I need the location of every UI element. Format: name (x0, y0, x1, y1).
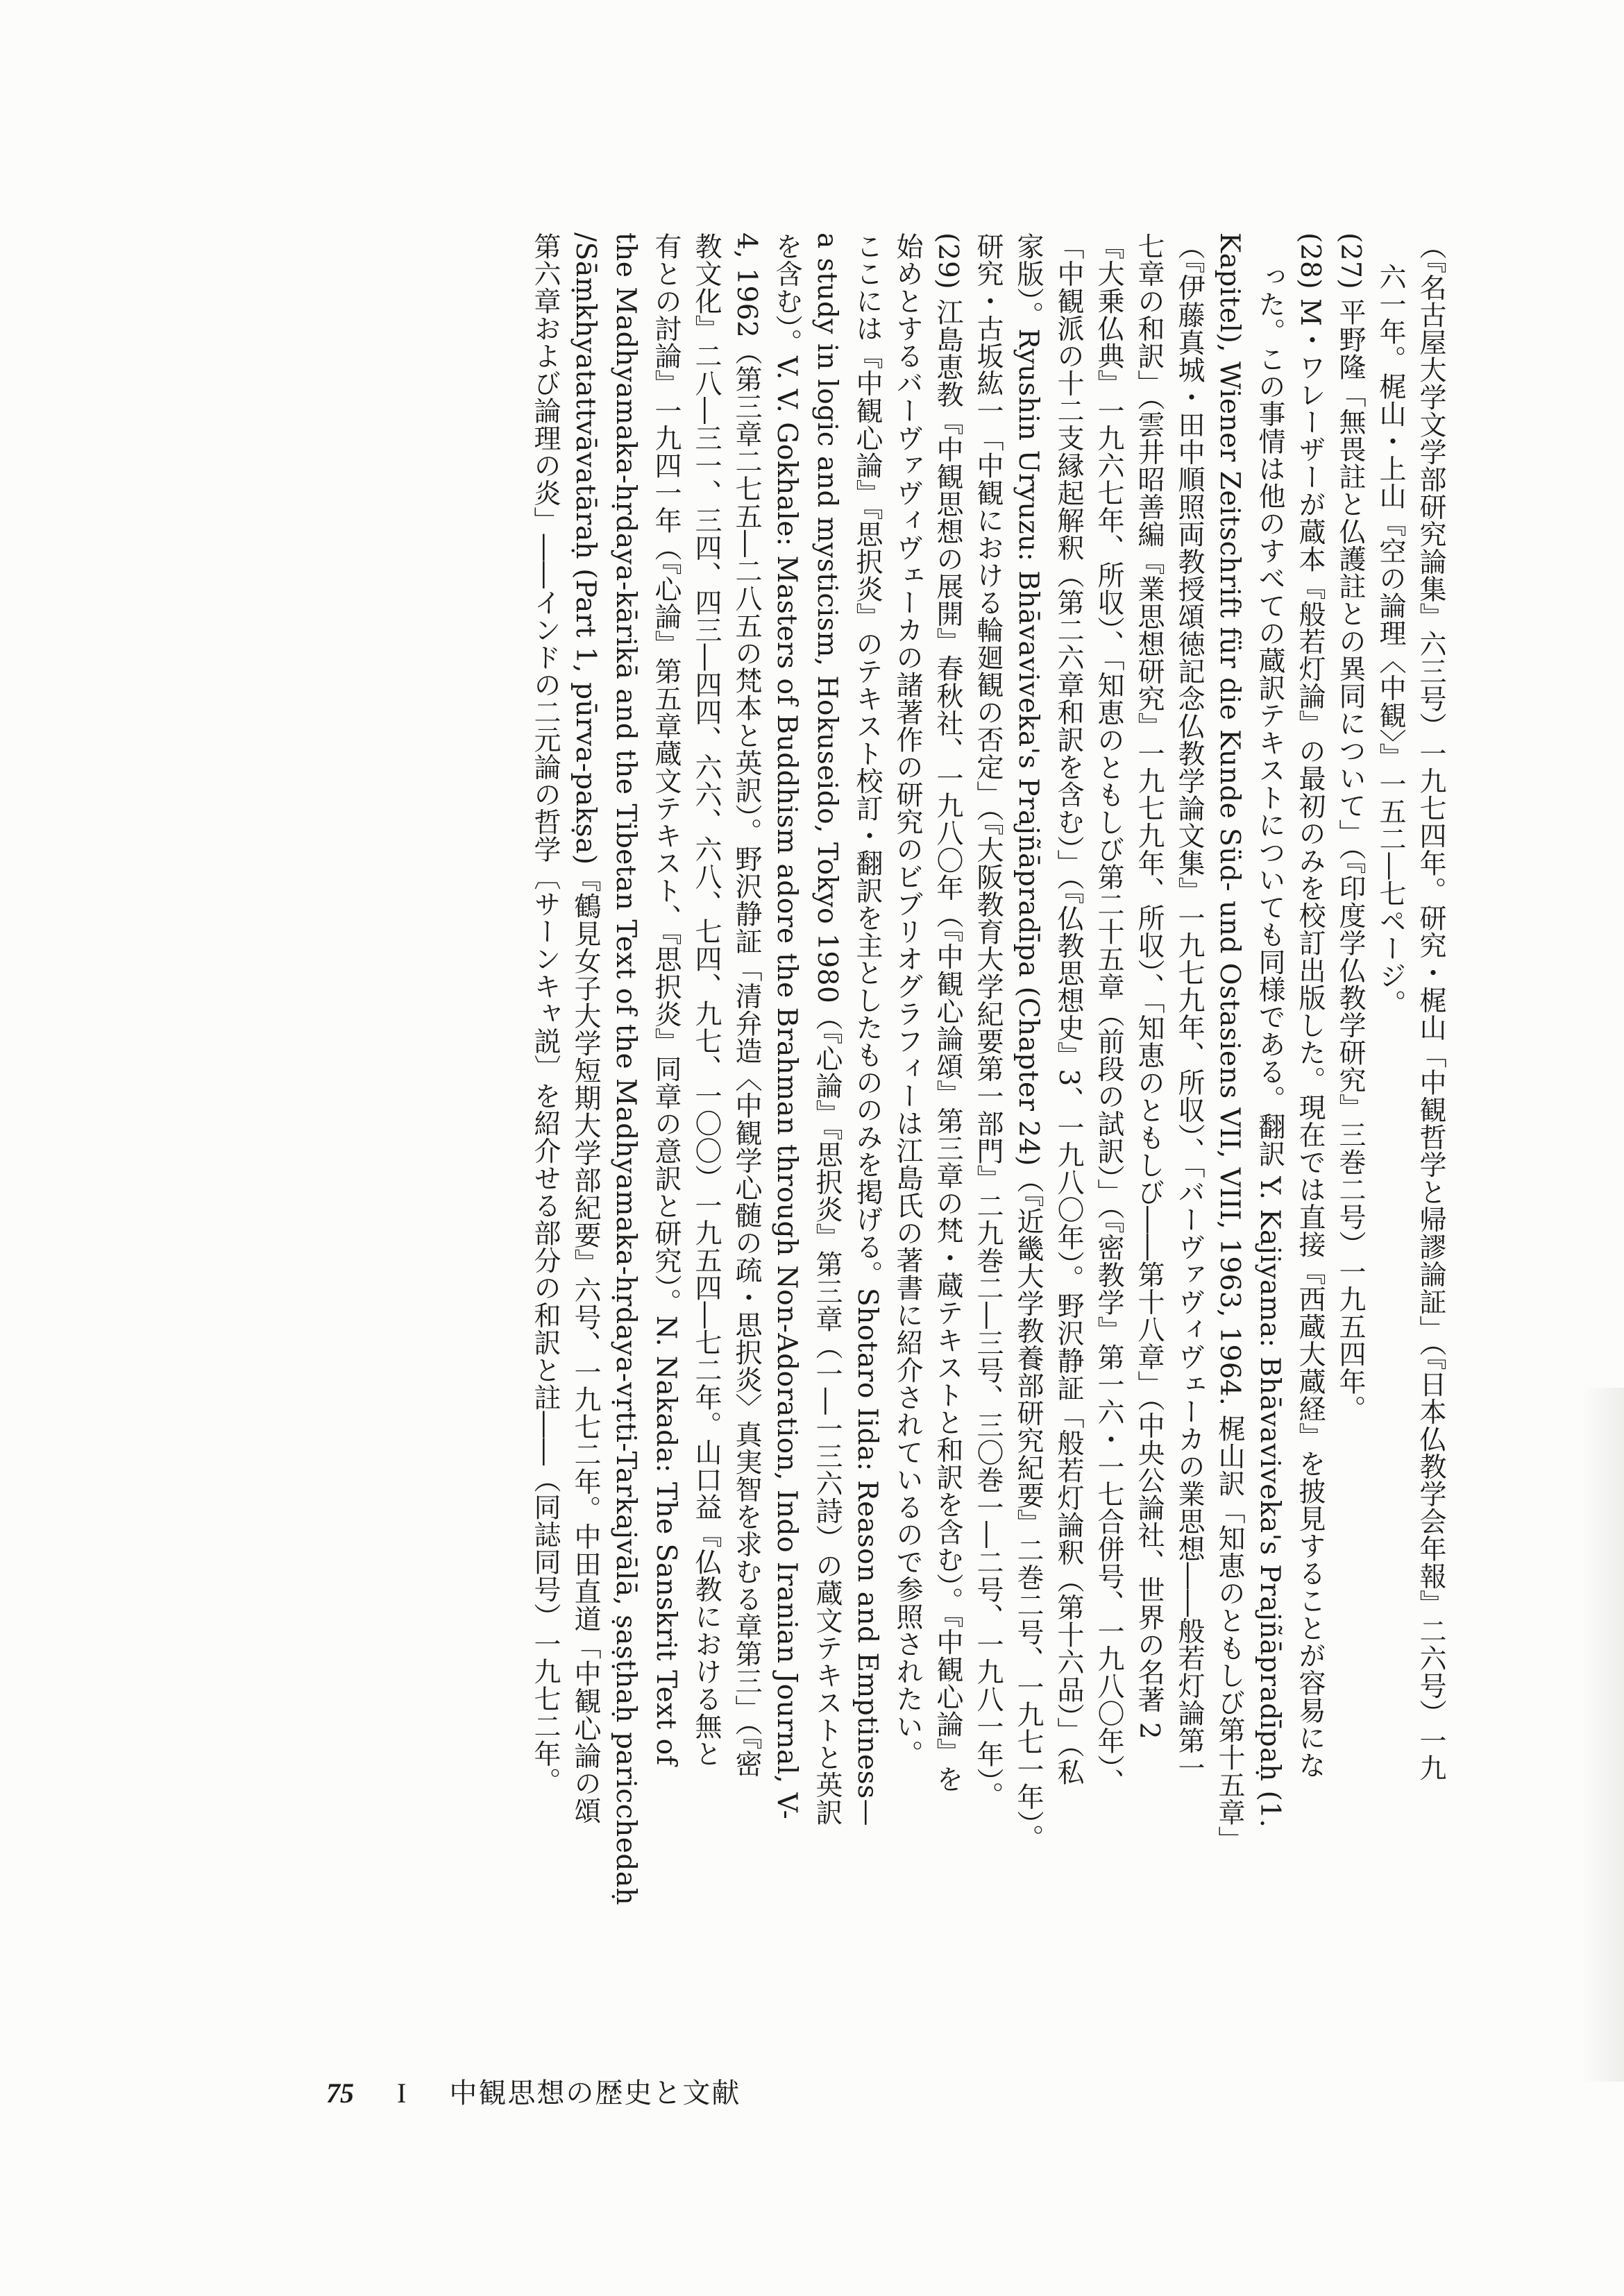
note-column: 研究・古坂紘一「中観における輪廻観の否定」（『大阪教育大学紀要第一部門』二九巻二―三号、三〇巻一―二号、一九八一年）。 (972, 232, 1004, 1809)
note-column: a study in logic and mysticism, Hokuseido, Tokyo 1980（『心論』『思択炎』第三章（一―一三六詩）の蔵文テキストと英訳 (811, 232, 843, 1826)
note-29: (29) 江島恵教『中観思想の展開』春秋社、一九八〇年（『中観心論頌』第三章の梵・蔵テキストと和訳を含む）。『中観心論』を (932, 232, 963, 1793)
note-column: 教文化』二八―三一、三四、四三―四四、六六、六八、七四、九七、一〇〇）一九五四―七二年。山口益『仏教における無と (691, 232, 722, 1767)
note-column: 『大乗仏典』一九六七年、所収）、「知恵のともしび第二十五章（前段の試訳）」（『密教学』第一六・一七合併号、一九八〇年）、 (1093, 232, 1124, 1796)
note-column: ここには『中観心論』『思択炎』のテキスト校訂・翻訳を主としたもののみを掲げる。Shotaro Iida: Reason and Emptiness— (852, 232, 883, 1827)
note-column: った。この事情は他のすべての蔵訳テキストについても同様である。翻訳 Y. Kajiyama: Bhāvaviveka's Prajñāpradīpaḥ (1. (1254, 263, 1285, 1828)
note-column: （『名古屋大学文学部研究論集』六三号）一九七四年。研究・梶山「中観哲学と帰謬論証」（『日本仏教学会年報』二六号）一九 (1415, 232, 1446, 1782)
part-number: I (397, 2077, 407, 2109)
note-27: (27) 平野隆「無畏註と仏護註との異同について」（『印度学仏教学研究』三巻二号）一九五四年。 (1335, 232, 1366, 1422)
note-column: （『伊藤真城・田中順照両教授頌徳記念仏教学論文集』一九七九年、所収）、「バーヴァヴィヴェーカの業思想――般若灯論第一 (1174, 232, 1205, 1782)
page-footer (326, 2071, 741, 2111)
note-column: 「中観派の十二支縁起解釈（第二六章和訳を含む）」（『仏教思想史』3、一九八〇年）。野沢静証「般若灯論釈（第十六品）」（私 (1053, 232, 1084, 1786)
note-column: Kapitel), Wiener Zeitschrift für die Kunde Süd- und Ostasiens VII, VIII, 1963, 1964. 梶山訳「知恵のともしび第十五章」 (1214, 232, 1245, 1854)
note-column: the Madhyamaka-hṛdaya-kārikā and the Tibetan Text of the Madhyamaka-hṛdaya-vṛtti-Tarkajvālā, ṣaṣṭhaḥ paricchedaḥ (610, 232, 641, 1906)
note-column: 六一年。梶山・上山『空の論理〈中観〉』一五二―七ページ。 (1375, 263, 1406, 1017)
note-column: /Sāṃkhyatattvāvatāraḥ (Part 1, pūrva-pakṣa)『鶴見女子大学短期大学部紀要』六号、一九七二年。中田直道「中観心論の頌 (570, 232, 601, 1825)
running-title: 中観思想の歴史と文献 (449, 2077, 741, 2109)
note-column: 4, 1962（第三章二七五―二八五の梵本と英訳）。野沢静証「清弁造〈中観学心髄の疏・思択炎〉真実智を求むる章第三」（『密 (731, 232, 762, 1778)
note-column: 有との討論』一九四一年（『心論』第五章蔵文テキスト、『思択炎』同章の意訳と研究）。N. Nakada: The Sanskrit Text of (650, 232, 682, 1766)
page-number: 75 (326, 2077, 354, 2109)
note-column: 家版）。Ryushin Uryuzu: Bhāvaviveka's Prajñāpradīpa (Chapter 24)（『近畿大学教養部研究紀要』二巻二号、一九七一年）。 (1013, 232, 1044, 1852)
note-column: 第六章および論理の炎」――インドの二元論の哲学〔サーンキャ説〕を紹介せる部分の和訳と註――（同誌同号）一九七二年。 (530, 232, 561, 1795)
scan-edge-shadow (1582, 1388, 1624, 2082)
notes-text-block (153, 232, 1450, 2078)
note-28: (28) M・ワレーザーが蔵本『般若灯論』の最初のみを校訂出版した。現在では直接『西蔵大蔵経』を披見することが容易にな (1294, 232, 1326, 1779)
note-column: 始めとするバーヴァヴィヴェーカの諸著作の研究のビブリオグラフィーは江島氏の著書に紹介されているので参照されたい。 (892, 232, 923, 1767)
note-column: を含む）。V. V. Gokhale: Masters of Buddhism adore the Brahman through Non-Adoration, Indo Iranian Journal, V- (771, 232, 802, 1820)
note-column: 七章の和訳」（雲井昭善編『業思想研究』一九七九年、所収）、「知恵のともしび――第十八章」（中央公論社、世界の名著 2 (1133, 232, 1165, 1740)
